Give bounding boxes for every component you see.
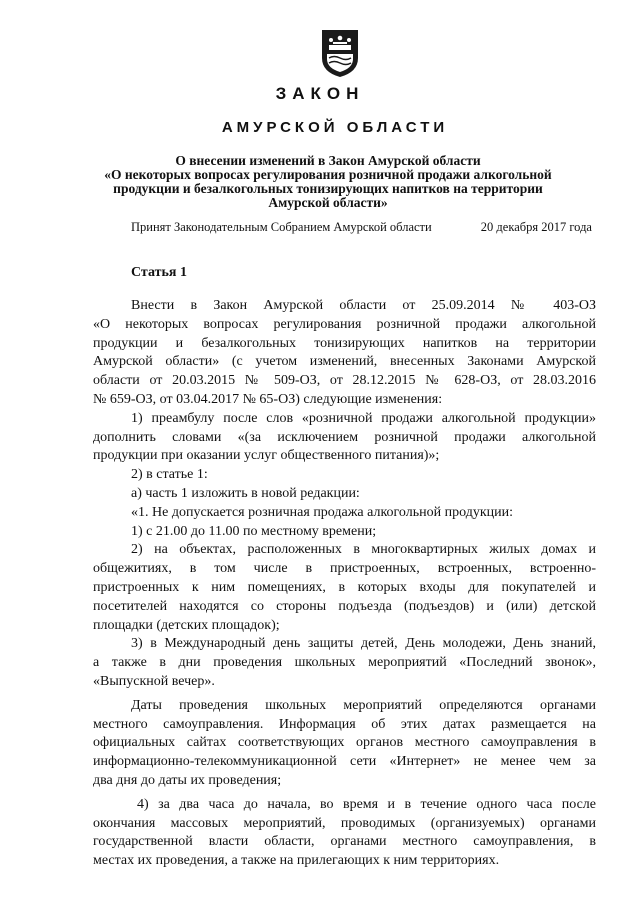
body-line: Даты проведения школьных мероприятий определяются органами	[131, 697, 596, 713]
coat-of-arms-emblem	[319, 28, 361, 78]
body-line: «1. Не допускается розничная продажа алкогольной продукции:	[131, 504, 513, 520]
body-line: Амурской области» (с учетом изменений, внесенных Законами Амурской	[93, 354, 596, 370]
region-title: АМУРСКОЙ ОБЛАСТИ	[221, 119, 449, 136]
body-line: общежитиях, в том числе в пристроенных, встроенных, встроенно-	[93, 561, 596, 577]
body-line: официальных сайтах соответствующих органов местного самоуправления в	[93, 735, 596, 751]
body-line: № 659-ОЗ, от 03.04.2017 № 65-ОЗ) следующие изменения:	[93, 391, 443, 407]
body-line: два дня до даты их проведения;	[93, 772, 282, 788]
body-line: местного самоуправления. Информация об этих датах размещается на	[93, 716, 596, 732]
subtitle-line: Амурской области»	[268, 195, 388, 210]
document-type-title: ЗАКОН	[275, 84, 365, 103]
adoption-text: Принят Законодательным Собранием Амурской области	[131, 220, 432, 234]
body-line: местах их проведения, а также на прилегающих к ним территориях.	[93, 853, 500, 869]
adoption-date: 20 декабря 2017 года	[480, 220, 592, 234]
article-heading: Статья 1	[131, 265, 187, 280]
body-line: продукции при оказании услуг общественного питания)»;	[93, 448, 440, 464]
body-line: дополнить словами «(за исключением розничной продажи алкогольной	[93, 429, 596, 445]
body-line: окончания массовых мероприятий, проводимых (организуемых) органами	[93, 815, 596, 831]
body-line: а также в дни проведения школьных мероприятий «Последний звонок»,	[93, 655, 596, 671]
article-body	[93, 297, 596, 871]
body-line: пристроенных к ним помещениях, в которых входы для покупателей и	[93, 579, 596, 595]
subtitle-line: «О некоторых вопросах регулирования розничной продажи алкогольной	[104, 167, 552, 182]
body-line: 1) с 21.00 до 11.00 по местному времени;	[131, 523, 377, 539]
body-line: а) часть 1 изложить в новой редакции:	[131, 485, 360, 501]
adoption-line	[131, 219, 592, 235]
body-line: 2) на объектах, расположенных в многоквартирных жилых домах и	[131, 542, 596, 558]
body-line: государственной власти области, органами местного самоуправления, в	[93, 834, 596, 850]
subtitle-line: продукции и безалкогольных тонизирующих напитков на территории	[113, 181, 543, 196]
body-line: 3) в Международный день защиты детей, День молодежи, День знаний,	[131, 636, 596, 652]
body-line: 4) за два часа до начала, во время и в течение одного часа после	[137, 796, 596, 812]
body-line: 2) в статье 1:	[131, 467, 208, 483]
body-line: области от 20.03.2015 № 509-ОЗ, от 28.12.2015 № 628-ОЗ, от 28.03.2016	[93, 373, 596, 389]
body-line: информационно-телекоммуникационной сети «Интернет» не менее чем за	[93, 754, 596, 770]
law-subtitle	[78, 154, 578, 210]
subtitle-line: О внесении изменений в Закон Амурской области	[175, 153, 481, 168]
body-line: «Выпускной вечер».	[93, 673, 215, 689]
body-line: площадки (детских площадок);	[93, 617, 280, 633]
body-line: 1) преамбулу после слов «розничной продажи алкогольной продукции»	[131, 410, 596, 426]
body-line: «О некоторых вопросах регулирования розничной продажи алкогольной	[93, 316, 596, 332]
body-line: посетителей находятся со стороны подъезда (подъездов) и (или) детской	[93, 598, 596, 614]
body-line: продукции и безалкогольных тонизирующих напитков на территории	[93, 335, 596, 351]
body-line: Внести в Закон Амурской области от 25.09.2014 № 403-ОЗ	[131, 298, 596, 313]
